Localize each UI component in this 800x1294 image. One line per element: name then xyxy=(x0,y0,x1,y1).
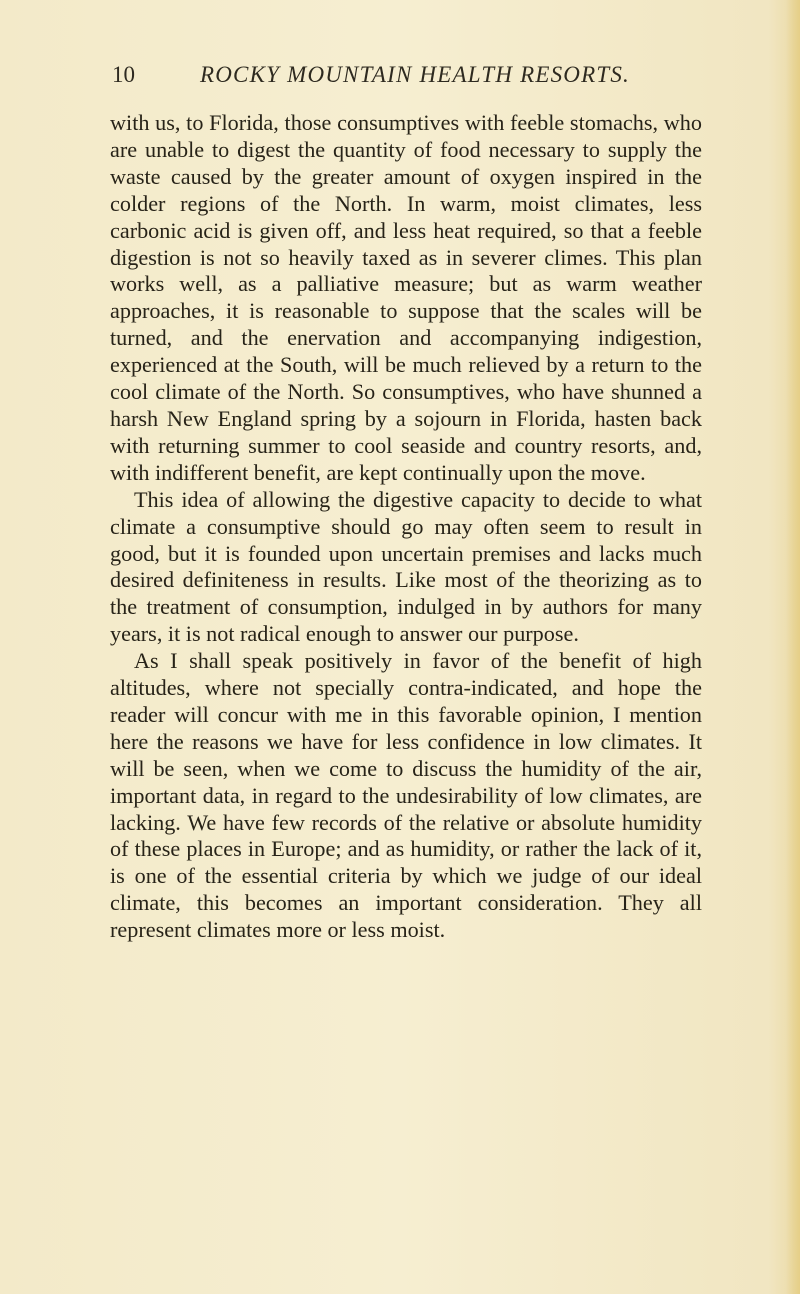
page-number: 10 xyxy=(112,62,135,87)
page-edge-shadow xyxy=(786,0,800,1294)
paragraph-1: with us, to Florida, those consumptives with feeble stomachs, who are unable to digest the quantity of food necessary to supply the waste caused by the greater amount of oxygen inspired in the colder regions of the North. In warm, moist climates, less carbonic acid is given off, and less heat required, so that a feeble digestion is not so heavily taxed as in severer climes. This plan works well, as a palliative measure; but as warm weather approaches, it is reasonable to suppose that the scales will be turned, and the enervation and accompanying indigestion, experienced at the South, will be much relieved by a return to the cool climate of the North. So consumptives, who have shunned a harsh New England spring by a sojourn in Florida, hasten back with returning summer to cool seaside and country resorts, and, with indifferent benefit, are kept continually upon the move. xyxy=(110,110,702,485)
page-header xyxy=(112,62,672,96)
paragraph-2: This idea of allowing the digestive capacity to decide to what climate a consumptive should go may often seem to result in good, but it is founded upon uncertain premises and lacks much desired definiteness in results. Like most of the theorizing as to the treatment of consumption, indulged in by authors for many years, it is not radical enough to answer our purpose. xyxy=(110,486,702,647)
paragraph-3: As I shall speak positively in favor of the benefit of high altitudes, where not specially contra-indicated, and hope the reader will concur with me in this favorable opinion, I mention here the reasons we have for less confidence in low climates. It will be seen, when we come to discuss the humidity of the air, important data, in regard to the undesirability of low climates, are lacking. We have few records of the relative or absolute humidity of these places in Europe; and as humidity, or rather the lack of it, is one of the essential criteria by which we judge of our ideal climate, this becomes an important consideration. They all represent climates more or less moist. xyxy=(110,648,702,943)
body-text xyxy=(110,110,702,944)
running-title: ROCKY MOUNTAIN HEALTH RESORTS. xyxy=(200,62,630,87)
